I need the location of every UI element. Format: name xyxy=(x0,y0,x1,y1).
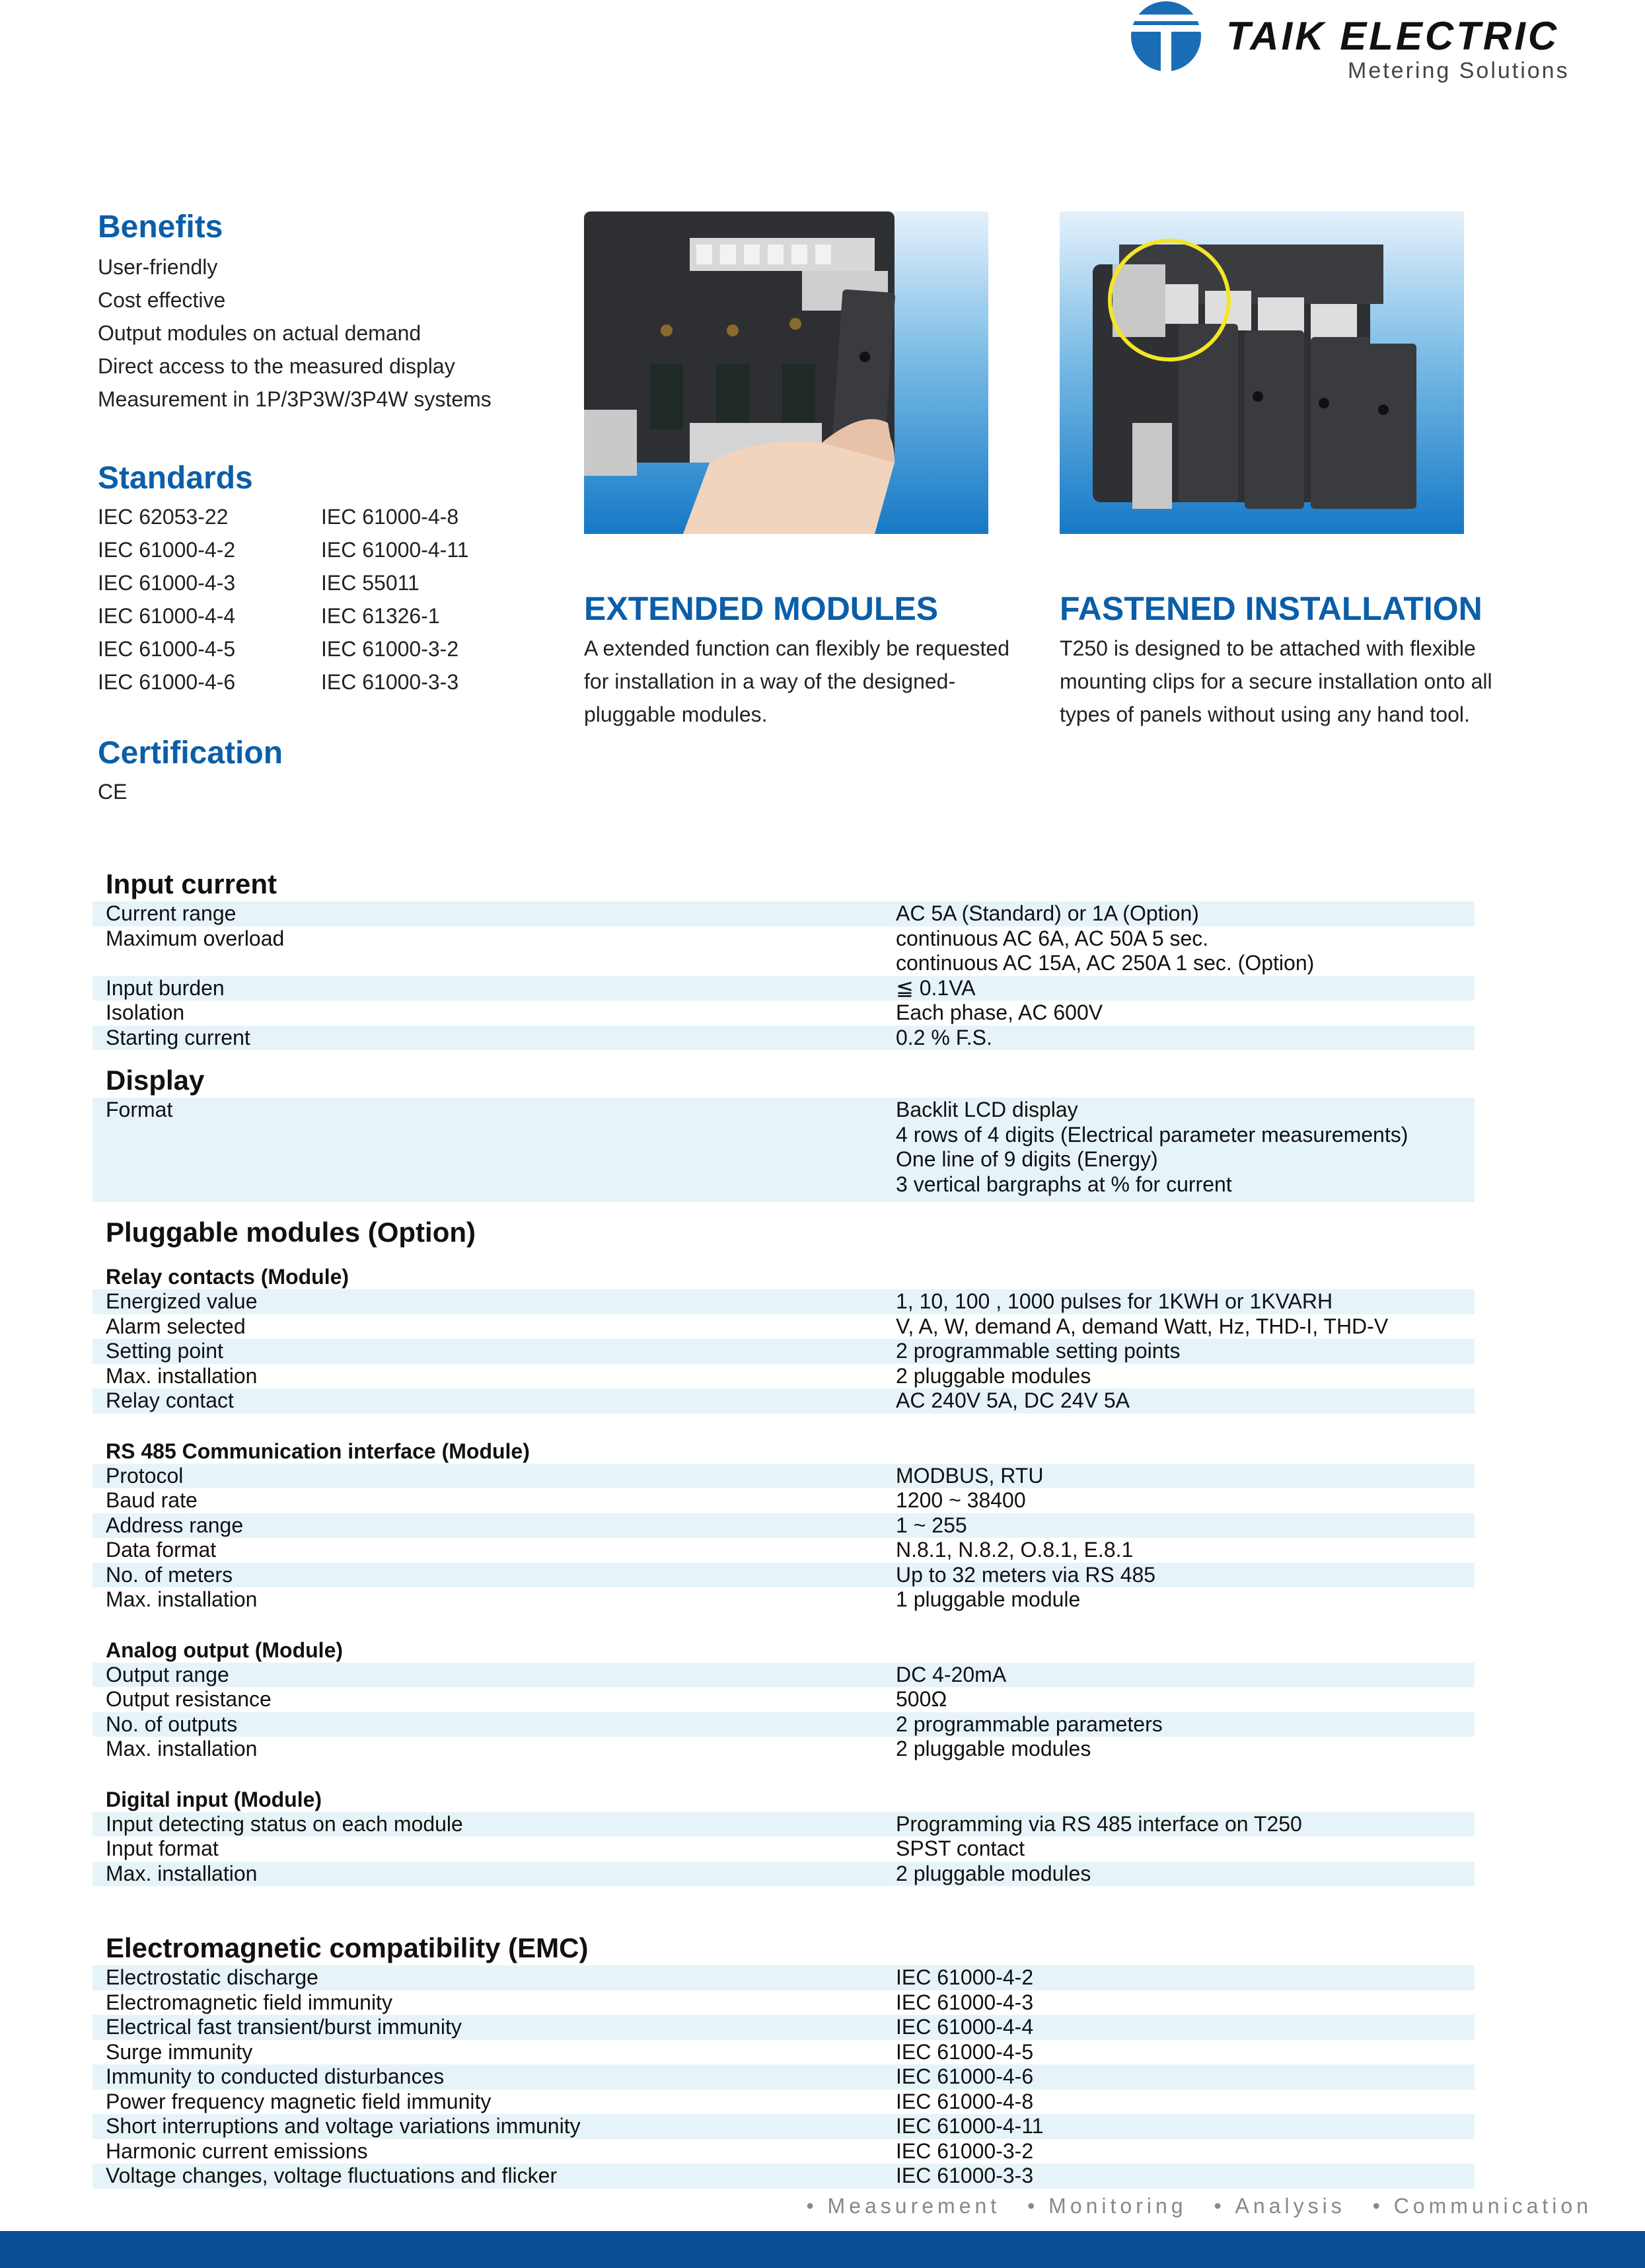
spec-label: Electromagnetic field immunity xyxy=(106,1990,392,2014)
spec-value: IEC 61000-3-3 xyxy=(896,2164,1034,2187)
spec-value xyxy=(896,1098,1475,1197)
benefit-item: Direct access to the measured display xyxy=(98,354,455,378)
tagline-item: Measurement xyxy=(827,2194,1001,2218)
spec-row xyxy=(92,1488,1475,1513)
spec-row xyxy=(92,1663,1475,1688)
spec-label: Input burden xyxy=(106,975,225,1000)
standards-title: Standards xyxy=(98,461,253,496)
spec-label: Protocol xyxy=(106,1463,184,1488)
standards-column-1 xyxy=(98,500,321,699)
spec-label: Short interruptions and voltage variations immunity xyxy=(106,2114,581,2138)
spec-label: Alarm selected xyxy=(106,1314,246,1338)
spec-label: Max. installation xyxy=(106,1587,258,1611)
spec-value: V, A, W, demand A, demand Watt, Hz, THD-I, THD-V xyxy=(896,1314,1389,1338)
spec-label: Starting current xyxy=(106,1025,250,1049)
spec-value: 500Ω xyxy=(896,1687,947,1711)
spec-label: Current range xyxy=(106,901,237,925)
spec-value: SPST contact xyxy=(896,1836,1025,1860)
spec-value: 2 programmable parameters xyxy=(896,1712,1163,1736)
standard-item: IEC 62053-22 xyxy=(98,505,229,529)
spec-value: 1 ~ 255 xyxy=(896,1513,967,1537)
spec-row xyxy=(92,1836,1475,1862)
spec-label: Electrical fast transient/burst immunity xyxy=(106,2015,462,2039)
standards-list xyxy=(98,500,560,699)
fastened-installation-photo xyxy=(1060,211,1464,534)
spec-label: Maximum overload xyxy=(106,926,285,950)
spec-row xyxy=(92,1687,1475,1712)
spec-value: Up to 32 meters via RS 485 xyxy=(896,1562,1156,1587)
spec-row xyxy=(92,1712,1475,1737)
spec-row xyxy=(92,1464,1475,1489)
benefit-item: Measurement in 1P/3P3W/3P4W systems xyxy=(98,387,492,411)
spec-label: Isolation xyxy=(106,1001,185,1024)
spec-label: Max. installation xyxy=(106,1363,258,1388)
taik-logo-icon xyxy=(1130,0,1202,73)
benefit-item: Cost effective xyxy=(98,288,226,312)
spec-value: IEC 61000-4-3 xyxy=(896,1990,1034,2014)
standard-item: IEC 61000-4-8 xyxy=(321,505,459,529)
spec-row xyxy=(92,1812,1475,1837)
spec-row xyxy=(92,2064,1475,2090)
spec-label: Setting point xyxy=(106,1339,223,1363)
standard-item: IEC 61000-4-2 xyxy=(98,538,236,562)
spec-group-title: Electromagnetic compatibility (EMC) xyxy=(106,1932,589,1963)
feature-description: A extended function can flexibly be requested for installation in a way of the designed-pluggable modules. xyxy=(584,636,1009,726)
standard-item: IEC 61000-4-6 xyxy=(98,670,236,694)
spec-value-line: 3 vertical bargraphs at % for current xyxy=(896,1172,1232,1196)
spec-value: DC 4-20mA xyxy=(896,1662,1007,1686)
feature-description: T250 is designed to be attached with flexible mounting clips for a secure installation onto all types of panels without using any hand tool. xyxy=(1060,636,1492,726)
specifications-table xyxy=(92,867,1475,2189)
feature-title: EXTENDED MODULES xyxy=(584,590,939,627)
spec-label: Electrostatic discharge xyxy=(106,1965,318,1989)
spec-row xyxy=(92,2015,1475,2040)
spec-value: Programming via RS 485 interface on T250 xyxy=(896,1811,1302,1836)
spec-label: Harmonic current emissions xyxy=(106,2138,368,2163)
spec-row xyxy=(92,1314,1475,1340)
spec-value: Each phase, AC 600V xyxy=(896,1001,1103,1024)
spec-value-line: continuous AC 15A, AC 250A 1 sec. (Option) xyxy=(896,951,1315,975)
spec-row xyxy=(92,1587,1475,1612)
spec-row xyxy=(92,2040,1475,2065)
standard-item: IEC 61000-3-3 xyxy=(321,670,459,694)
standard-item: IEC 61000-4-3 xyxy=(98,571,236,595)
spec-row xyxy=(92,2139,1475,2164)
spec-row xyxy=(92,1862,1475,1887)
spec-subgroup-title: RS 485 Communication interface (Module) xyxy=(106,1439,530,1463)
spec-label: Max. installation xyxy=(106,1737,258,1760)
spec-row xyxy=(92,1990,1475,2016)
spec-row xyxy=(92,2090,1475,2115)
spec-label: Relay contact xyxy=(106,1388,234,1412)
spec-value: N.8.1, N.8.2, O.8.1, E.8.1 xyxy=(896,1538,1134,1562)
spec-value: IEC 61000-4-11 xyxy=(896,2114,1044,2138)
spec-value: IEC 61000-4-2 xyxy=(896,1965,1034,1989)
spec-value-line: 4 rows of 4 digits (Electrical parameter measurements) xyxy=(896,1122,1408,1147)
spec-row xyxy=(92,1737,1475,1762)
spec-row xyxy=(92,1388,1475,1414)
tagline-item: Monitoring xyxy=(1048,2194,1187,2218)
spec-row xyxy=(92,901,1475,926)
spec-row xyxy=(92,926,1475,976)
spec-row xyxy=(92,1001,1475,1026)
spec-value: 1 pluggable module xyxy=(896,1587,1081,1611)
spec-subgroup-title: Analog output (Module) xyxy=(106,1638,344,1662)
brand-name: TAIK ELECTRIC xyxy=(1226,14,1560,58)
spec-subgroup-title: Relay contacts (Module) xyxy=(106,1265,349,1289)
spec-label: Energized value xyxy=(106,1289,258,1313)
certification-section xyxy=(98,735,560,808)
spec-label: Surge immunity xyxy=(106,2039,253,2064)
standard-item: IEC 61000-4-4 xyxy=(98,604,236,628)
spec-value: IEC 61000-4-5 xyxy=(896,2039,1034,2064)
feature-fastened-installation xyxy=(1060,589,1522,731)
extended-modules-photo xyxy=(584,211,988,534)
spec-label: Output range xyxy=(106,1662,229,1686)
spec-row xyxy=(92,1965,1475,1990)
spec-value: IEC 61000-4-6 xyxy=(896,2064,1034,2088)
spec-value: 2 pluggable modules xyxy=(896,1737,1091,1760)
spec-value xyxy=(896,926,1475,976)
spec-label: Power frequency magnetic field immunity xyxy=(106,2089,492,2113)
spec-value: 0.2 % F.S. xyxy=(896,1025,992,1049)
spec-label: Input detecting status on each module xyxy=(106,1811,463,1836)
spec-value: 1, 10, 100 , 1000 pulses for 1KWH or 1KVARH xyxy=(896,1289,1333,1313)
spec-value: IEC 61000-4-4 xyxy=(896,2015,1034,2039)
spec-value: 1200 ~ 38400 xyxy=(896,1488,1026,1512)
spec-subgroup-title: Digital input (Module) xyxy=(106,1787,322,1811)
spec-row xyxy=(92,1538,1475,1563)
benefit-item: User-friendly xyxy=(98,255,218,279)
spec-label: Output resistance xyxy=(106,1687,272,1711)
spec-value: ≦ 0.1VA xyxy=(896,975,976,1000)
spec-label: Baud rate xyxy=(106,1488,198,1512)
spec-label: Address range xyxy=(106,1513,244,1537)
spec-value: IEC 61000-3-2 xyxy=(896,2138,1034,2163)
spec-row xyxy=(92,2164,1475,2189)
standard-item: IEC 55011 xyxy=(321,571,420,595)
spec-label: Immunity to conducted disturbances xyxy=(106,2064,445,2088)
standard-item: IEC 61326-1 xyxy=(321,604,440,628)
spec-group-title: Display xyxy=(106,1065,205,1096)
spec-group-title: Pluggable modules (Option) xyxy=(106,1217,476,1248)
brand-logo xyxy=(1130,0,1592,93)
spec-row xyxy=(92,1364,1475,1389)
footer-bar xyxy=(0,2231,1645,2268)
spec-value: MODBUS, RTU xyxy=(896,1463,1044,1488)
spec-value: 2 programmable setting points xyxy=(896,1339,1181,1363)
standard-item: IEC 61000-4-5 xyxy=(98,637,236,661)
spec-label: Max. installation xyxy=(106,1861,258,1885)
standard-item: IEC 61000-4-11 xyxy=(321,538,469,562)
spec-value-line: One line of 9 digits (Energy) xyxy=(896,1147,1158,1171)
spec-row xyxy=(92,1513,1475,1538)
spec-row xyxy=(92,1339,1475,1364)
feature-extended-modules xyxy=(584,589,1033,731)
spec-value: 2 pluggable modules xyxy=(896,1861,1091,1885)
spec-value: AC 240V 5A, DC 24V 5A xyxy=(896,1388,1130,1412)
footer-tagline: • Measurement • Monitoring • Analysis • Communication xyxy=(806,2194,1592,2218)
feature-title: FASTENED INSTALLATION xyxy=(1060,590,1482,627)
spec-row xyxy=(92,2114,1475,2139)
benefits-section xyxy=(98,209,560,416)
standard-item: IEC 61000-3-2 xyxy=(321,637,459,661)
spec-value: IEC 61000-4-8 xyxy=(896,2089,1034,2113)
spec-value-line: Backlit LCD display xyxy=(896,1098,1078,1121)
spec-label: No. of meters xyxy=(106,1562,233,1587)
certification-value: CE xyxy=(98,780,128,804)
spec-label: Data format xyxy=(106,1538,217,1562)
spec-row xyxy=(92,976,1475,1001)
spec-row xyxy=(92,1563,1475,1588)
standards-section xyxy=(98,460,560,699)
brand-tagline: Metering Solutions xyxy=(1348,58,1570,83)
spec-group-title: Input current xyxy=(106,868,277,899)
spec-label: Input format xyxy=(106,1836,219,1860)
spec-row xyxy=(92,1098,1475,1202)
benefit-item: Output modules on actual demand xyxy=(98,321,421,345)
tagline-item: Analysis xyxy=(1235,2194,1346,2218)
spec-value: 2 pluggable modules xyxy=(896,1363,1091,1388)
spec-label: Format xyxy=(106,1098,173,1121)
spec-value-line: continuous AC 6A, AC 50A 5 sec. xyxy=(896,926,1209,950)
benefits-title: Benefits xyxy=(98,209,223,245)
standards-column-2 xyxy=(321,500,469,699)
tagline-item: Communication xyxy=(1393,2194,1592,2218)
spec-row xyxy=(92,1026,1475,1051)
spec-value: AC 5A (Standard) or 1A (Option) xyxy=(896,901,1199,925)
certification-title: Certification xyxy=(98,736,283,771)
spec-label: Voltage changes, voltage fluctuations and flicker xyxy=(106,2164,558,2187)
spec-row xyxy=(92,1289,1475,1314)
spec-label: No. of outputs xyxy=(106,1712,238,1736)
